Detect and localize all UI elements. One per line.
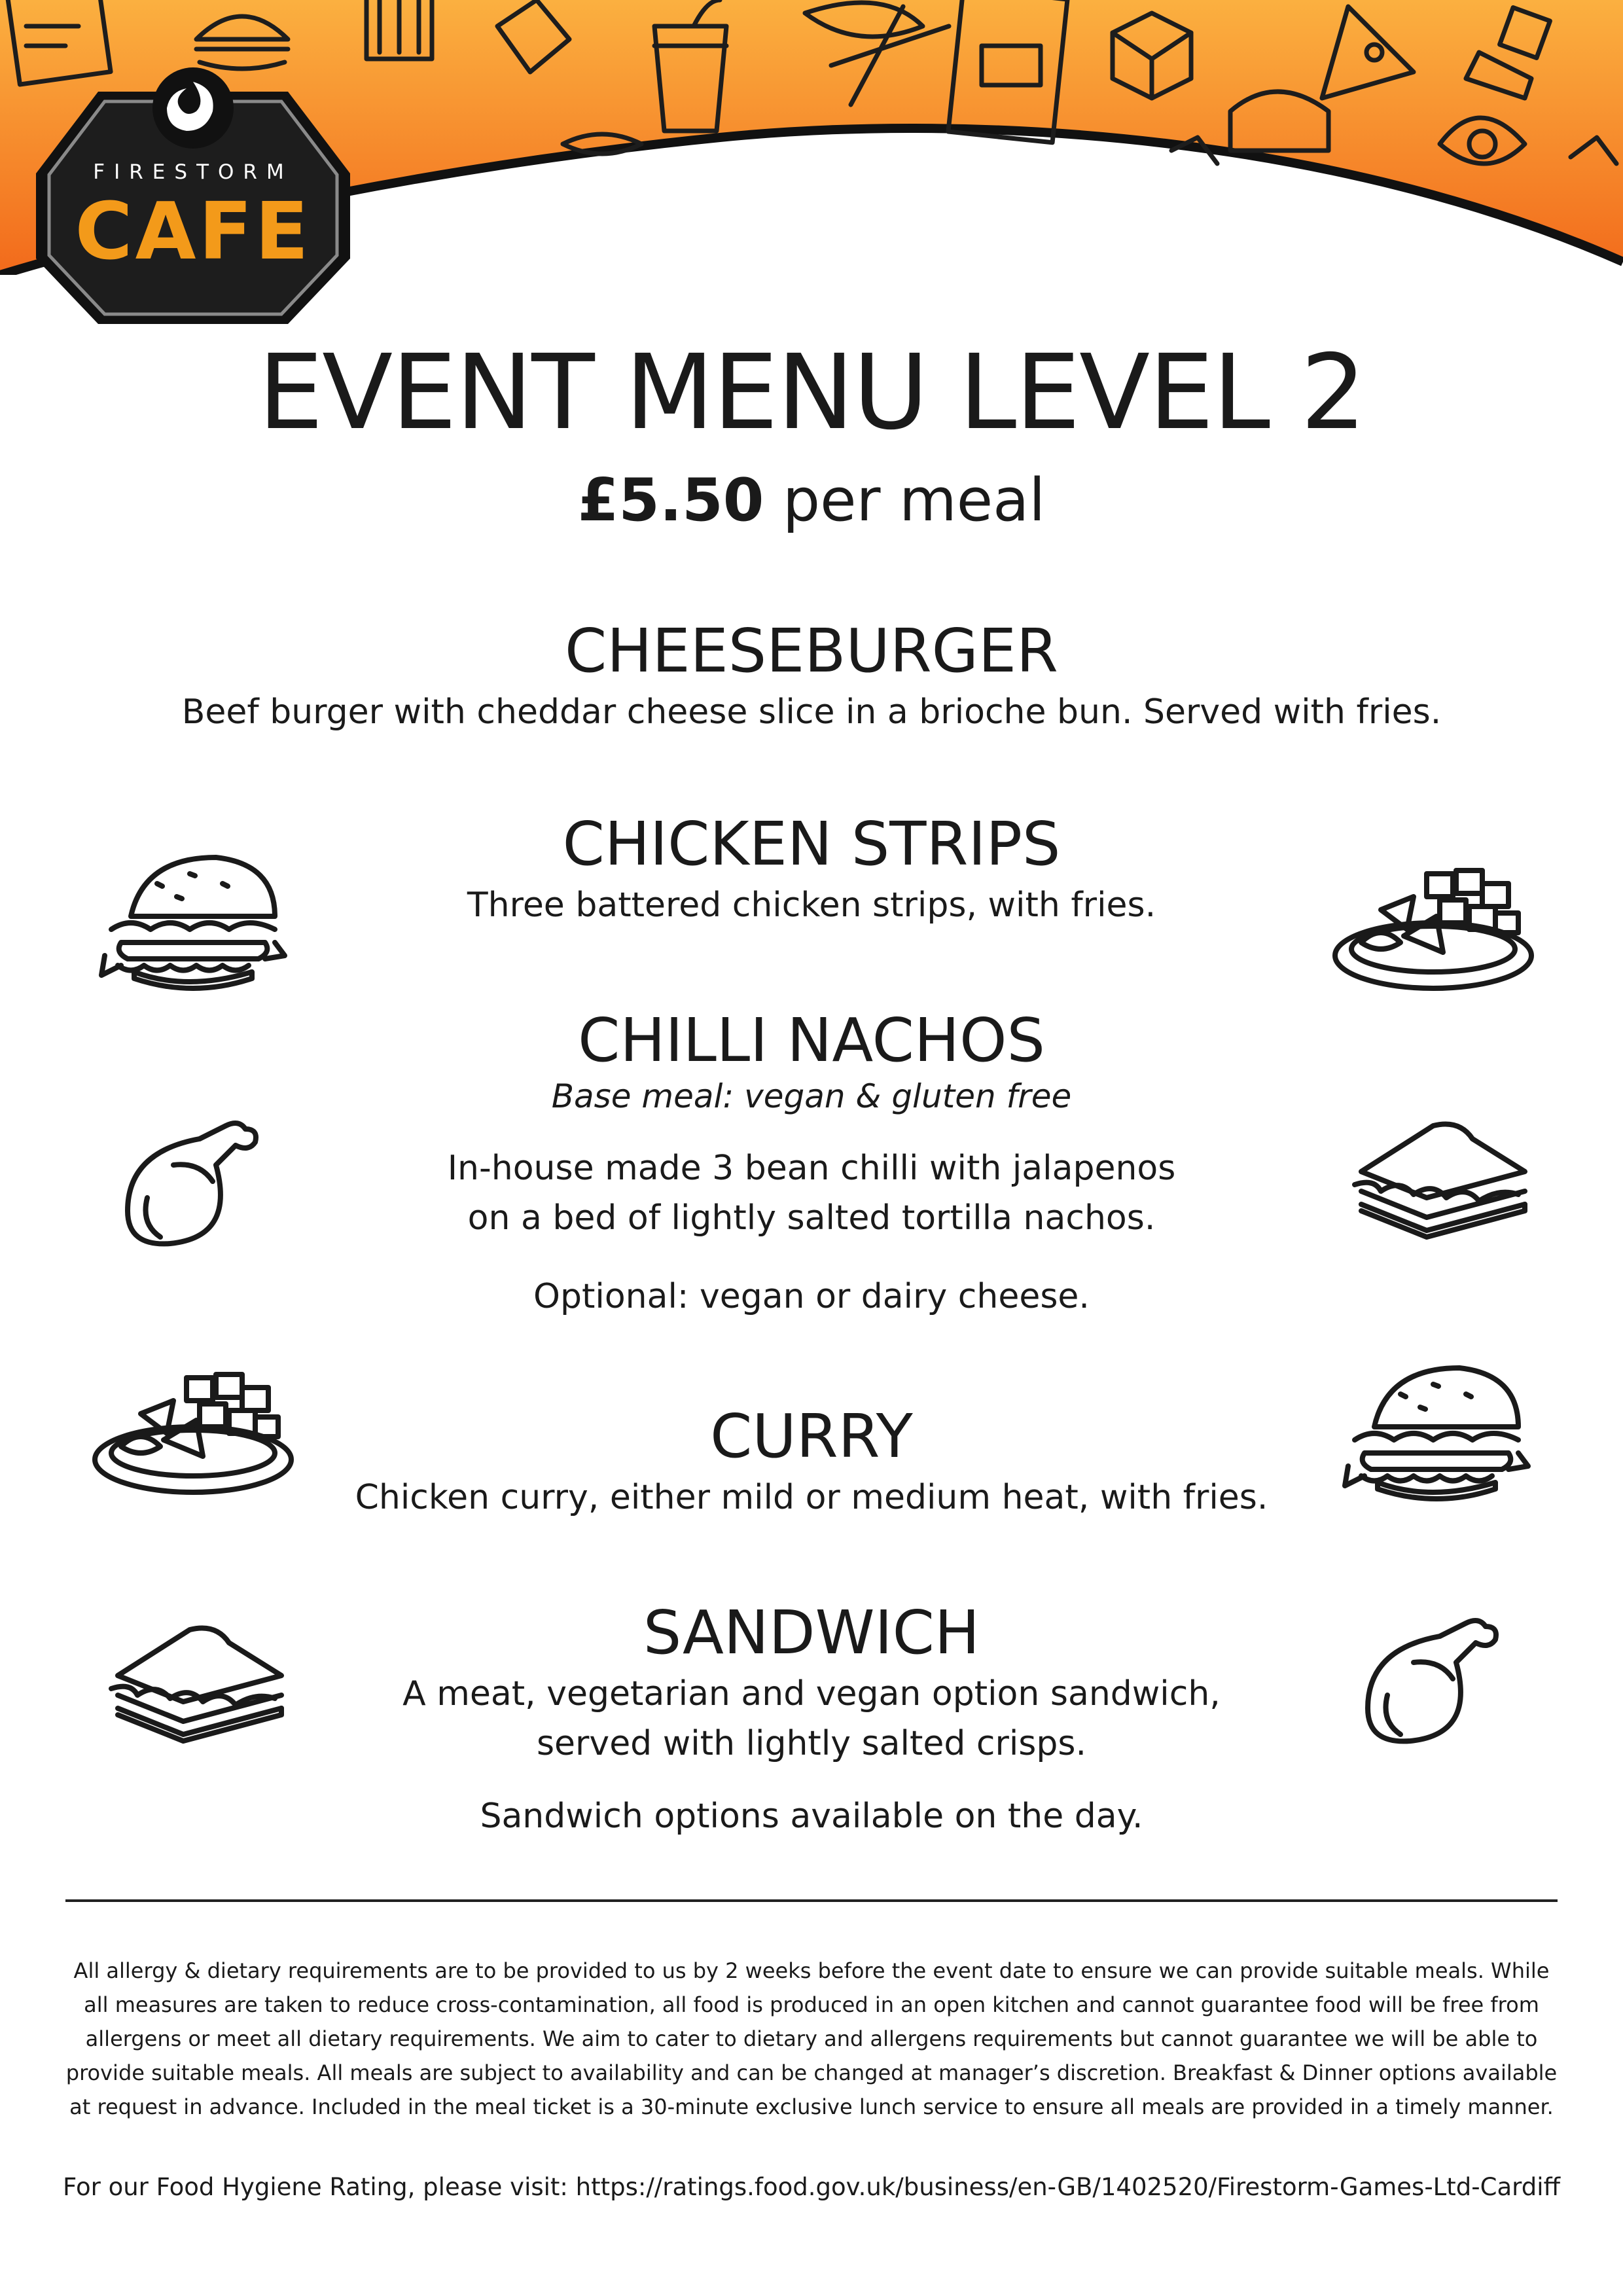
logo-brand-main: CAFE — [75, 187, 312, 278]
flame-logo-icon — [152, 67, 234, 149]
burger-icon — [98, 851, 288, 995]
nachos-icon — [88, 1361, 298, 1499]
item-note-chilli-nachos: Base meal: vegan & gluten free — [551, 1077, 1072, 1115]
item-desc-sandwich-2: served with lightly salted crisps. — [536, 1724, 1087, 1763]
chicken-leg-icon — [108, 1113, 278, 1263]
item-title-chicken-strips: CHICKEN STRIPS — [562, 809, 1061, 879]
price-suffix: per meal — [764, 466, 1046, 535]
sandwich-icon — [98, 1617, 294, 1748]
item-desc-chicken-strips: Three battered chicken strips, with fries. — [467, 886, 1156, 925]
logo-brand-top: FIRESTORM — [93, 160, 293, 184]
price-line — [0, 465, 1623, 537]
item-title-cheeseburger: CHEESEBURGER — [565, 616, 1058, 686]
item-optional-chilli-nachos: Optional: vegan or dairy cheese. — [533, 1277, 1090, 1316]
allergy-disclaimer: All allergy & dietary requirements are to be provided to us by 2 weeks before the event date to ensure we can provide suitable meals. While all measures are taken to reduce cross-contamination, all food is produced in an open kitchen and cannot guarantee food will be free from allergens or meet all dietary requirements. We aim to cater to dietary and allergens requirements but cannot guarantee we will be able to provide suitable meals. All meals are subject to availability and can be changed at manager’s discretion. Breakfast & Dinner options available at request in advance. Included in the meal ticket is a 30-minute exclusive lunch service to ensure all meals are provided in a timely manner. — [65, 1958, 1558, 2119]
sandwich-icon — [1342, 1113, 1538, 1244]
item-desc-curry: Chicken curry, either mild or medium heat, with fries. — [355, 1478, 1268, 1517]
hygiene-rating-link[interactable]: For our Food Hygiene Rating, please visit: https://ratings.food.gov.uk/business/en-GB/1402520/Firestorm-Games-Ltd-Cardiff — [63, 2173, 1560, 2201]
item-desc-sandwich-1: A meat, vegetarian and vegan option sandwich, — [402, 1674, 1221, 1713]
page-title: EVENT MENU LEVEL 2 — [258, 332, 1365, 453]
firestorm-cafe-logo — [36, 62, 350, 324]
item-title-sandwich: SANDWICH — [643, 1598, 980, 1668]
item-desc-chilli-nachos-1: In-house made 3 bean chilli with jalapenos — [447, 1149, 1176, 1188]
price-amount: £5.50 — [577, 466, 764, 535]
divider — [65, 1899, 1558, 1902]
item-desc-cheeseburger: Beef burger with cheddar cheese slice in a brioche bun. Served with fries. — [181, 692, 1442, 732]
burger-icon — [1342, 1361, 1531, 1505]
item-title-chilli-nachos: CHILLI NACHOS — [578, 1005, 1045, 1075]
item-desc-chilli-nachos-2: on a bed of lightly salted tortilla nachos. — [467, 1198, 1156, 1238]
item-extra-sandwich: Sandwich options available on the day. — [480, 1797, 1143, 1836]
chicken-leg-icon — [1348, 1610, 1518, 1761]
item-title-curry: CURRY — [710, 1401, 913, 1471]
nachos-icon — [1329, 857, 1538, 995]
